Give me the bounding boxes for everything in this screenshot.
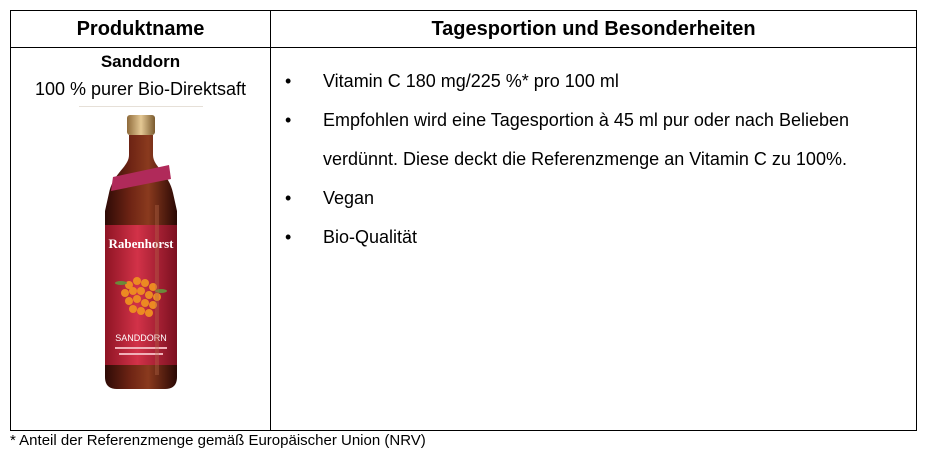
- list-item: [271, 62, 916, 101]
- list-item: [271, 101, 916, 179]
- bullet-icon: •: [285, 71, 292, 91]
- header-product-name: Produktname: [11, 11, 271, 48]
- product-description: 100 % purer Bio-Direktsaft: [34, 79, 247, 99]
- image-divider: [79, 106, 203, 107]
- product-image: [11, 115, 270, 391]
- feature-text: Vegan: [323, 188, 375, 208]
- list-item: [271, 218, 916, 257]
- bullet-icon: •: [285, 188, 292, 208]
- bullet-icon: •: [285, 110, 292, 130]
- feature-text: Empfohlen wird eine Tagesportion à 45 ml pur oder nach Belieben verdünnt. Diese deckt die Referenzmenge an Vitamin C zu 100%.: [323, 110, 849, 169]
- juice-bottle-image: [99, 115, 183, 391]
- table-row: [11, 48, 917, 431]
- product-cell: [11, 48, 271, 431]
- feature-list: [271, 48, 916, 257]
- feature-text: Vitamin C 180 mg/225 %* pro 100 ml: [323, 71, 619, 91]
- features-cell: [271, 48, 917, 431]
- bottle-label: SANDDORN: [114, 333, 167, 343]
- bullet-icon: •: [285, 227, 292, 247]
- footnote: * Anteil der Referenzmenge gemäß Europäischer Union (NRV): [10, 432, 426, 449]
- header-daily-portion: Tagesportion und Besonderheiten: [271, 11, 917, 48]
- feature-text: Bio-Qualität: [323, 227, 418, 247]
- list-item: [271, 179, 916, 218]
- product-name: Sanddorn: [100, 52, 181, 71]
- table-header-row: [11, 11, 917, 48]
- bottle-brand: Rabenhorst: [107, 236, 174, 251]
- product-table: [10, 10, 917, 431]
